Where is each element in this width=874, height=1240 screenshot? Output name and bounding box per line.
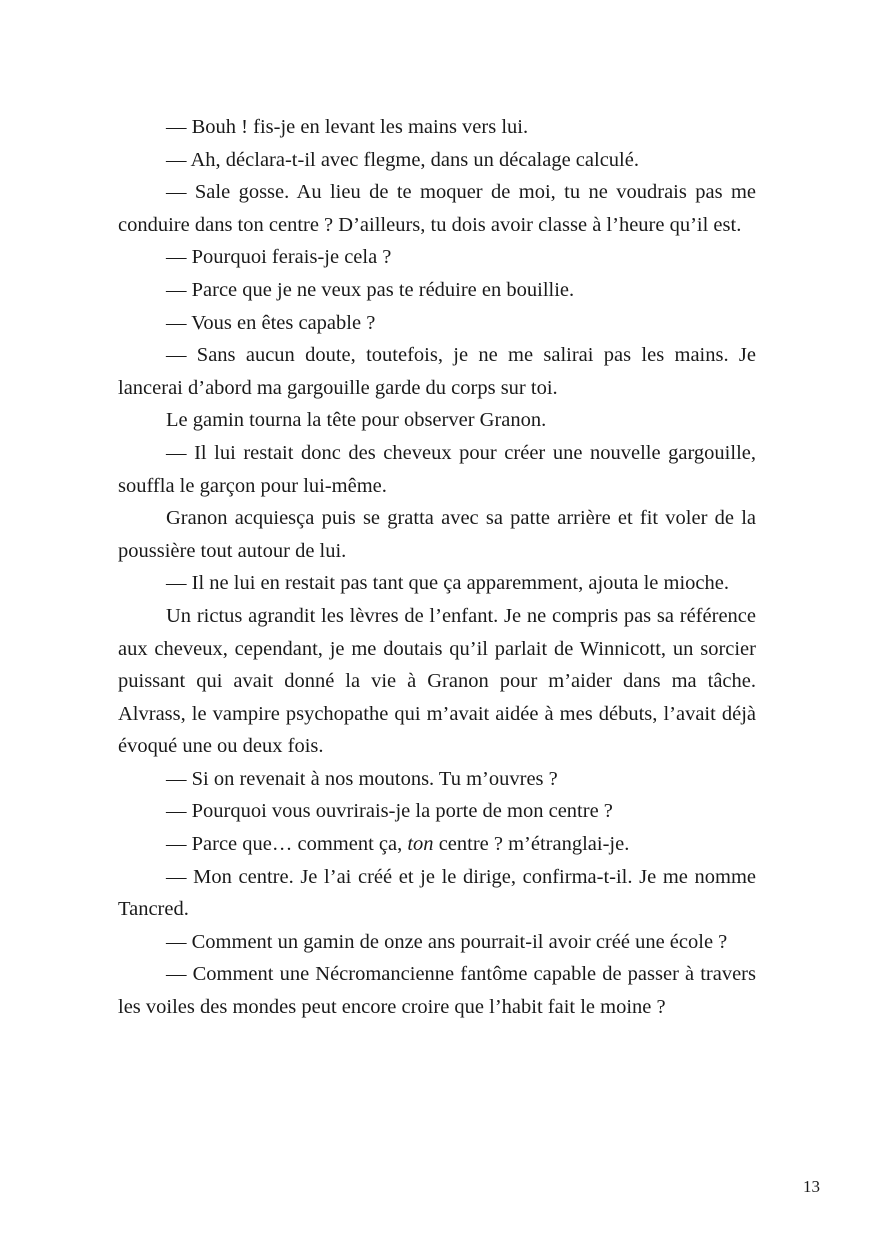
paragraph: [118, 567, 756, 600]
paragraph: [118, 926, 756, 959]
paragraph: [118, 763, 756, 796]
paragraph-text: — Parce que je ne veux pas te réduire en bouillie.: [166, 278, 575, 301]
paragraph-text: centre ? m’étranglai-je.: [433, 833, 630, 856]
paragraph: [118, 241, 756, 274]
paragraph: [118, 307, 756, 340]
paragraph-text: — Si on revenait à nos moutons. Tu m’ouvres ?: [166, 767, 558, 790]
paragraph: [118, 600, 756, 763]
body-text: [118, 111, 756, 1024]
paragraph-text: Un rictus agrandit les lèvres de l’enfant. Je ne compris pas sa référence aux cheveux, cependant, je me doutais qu’il parlait de Winnicott, un sorcier puissant qui avait donné la vie à Granon pour m’aider dans ma tâche. Alvrass, le vampire psychopathe qui m’avait aidée à mes débuts, l’avait déjà évoqué une ou deux fois.: [118, 604, 756, 758]
paragraph-text: Granon acquiesça puis se gratta avec sa patte arrière et fit voler de la poussière tout autour de lui.: [118, 507, 756, 562]
paragraph: [118, 437, 756, 502]
paragraph-text: — Pourquoi vous ouvrirais-je la porte de mon centre ?: [166, 800, 613, 823]
paragraph: [118, 274, 756, 307]
paragraph: [118, 861, 756, 926]
paragraph: [118, 144, 756, 177]
paragraph-text: — Il lui restait donc des cheveux pour créer une nouvelle gargouille, souffla le garçon pour lui-même.: [118, 441, 756, 497]
page-number: 13: [803, 1177, 820, 1196]
paragraph: [118, 404, 756, 437]
paragraph-text: — Bouh ! fis-je en levant les mains vers lui.: [166, 116, 529, 138]
paragraph: [118, 339, 756, 404]
paragraph-text: — Parce que… comment ça,: [166, 833, 408, 856]
paragraph-text: — Il ne lui en restait pas tant que ça apparemment, ajouta le mioche.: [166, 572, 729, 595]
paragraph-text: — Pourquoi ferais-je cela ?: [166, 246, 392, 269]
paragraph-text: — Ah, déclara-t-il avec flegme, dans un décalage calculé.: [166, 148, 639, 171]
paragraph: [118, 828, 756, 861]
paragraph-text: — Sale gosse. Au lieu de te moquer de moi, tu ne voudrais pas me conduire dans ton centre ? D’ailleurs, tu dois avoir classe à l’heure qu’il est.: [118, 181, 756, 236]
paragraph-text: — Comment une Nécromancienne fantôme capable de passer à travers les voiles des mondes peut encore croire que l’habit fait le moine ?: [118, 963, 756, 1019]
paragraph-text: — Sans aucun doute, toutefois, je ne me salirai pas les mains. Je lancerai d’abord ma gargouille garde du corps sur toi.: [118, 344, 756, 399]
paragraph-text: — Vous en êtes capable ?: [166, 311, 376, 334]
paragraph: [118, 176, 756, 241]
paragraph: [118, 111, 756, 144]
paragraph: [118, 958, 756, 1023]
paragraph: [118, 795, 756, 828]
italic-text: ton: [407, 833, 434, 856]
paragraph: [118, 502, 756, 567]
paragraph-text: Le gamin tourna la tête pour observer Granon.: [166, 409, 547, 432]
paragraph-text: — Mon centre. Je l’ai créé et je le dirige, confirma-t-il. Je me nomme Tancred.: [118, 865, 756, 921]
paragraph-text: — Comment un gamin de onze ans pourrait-il avoir créé une école ?: [166, 930, 728, 953]
